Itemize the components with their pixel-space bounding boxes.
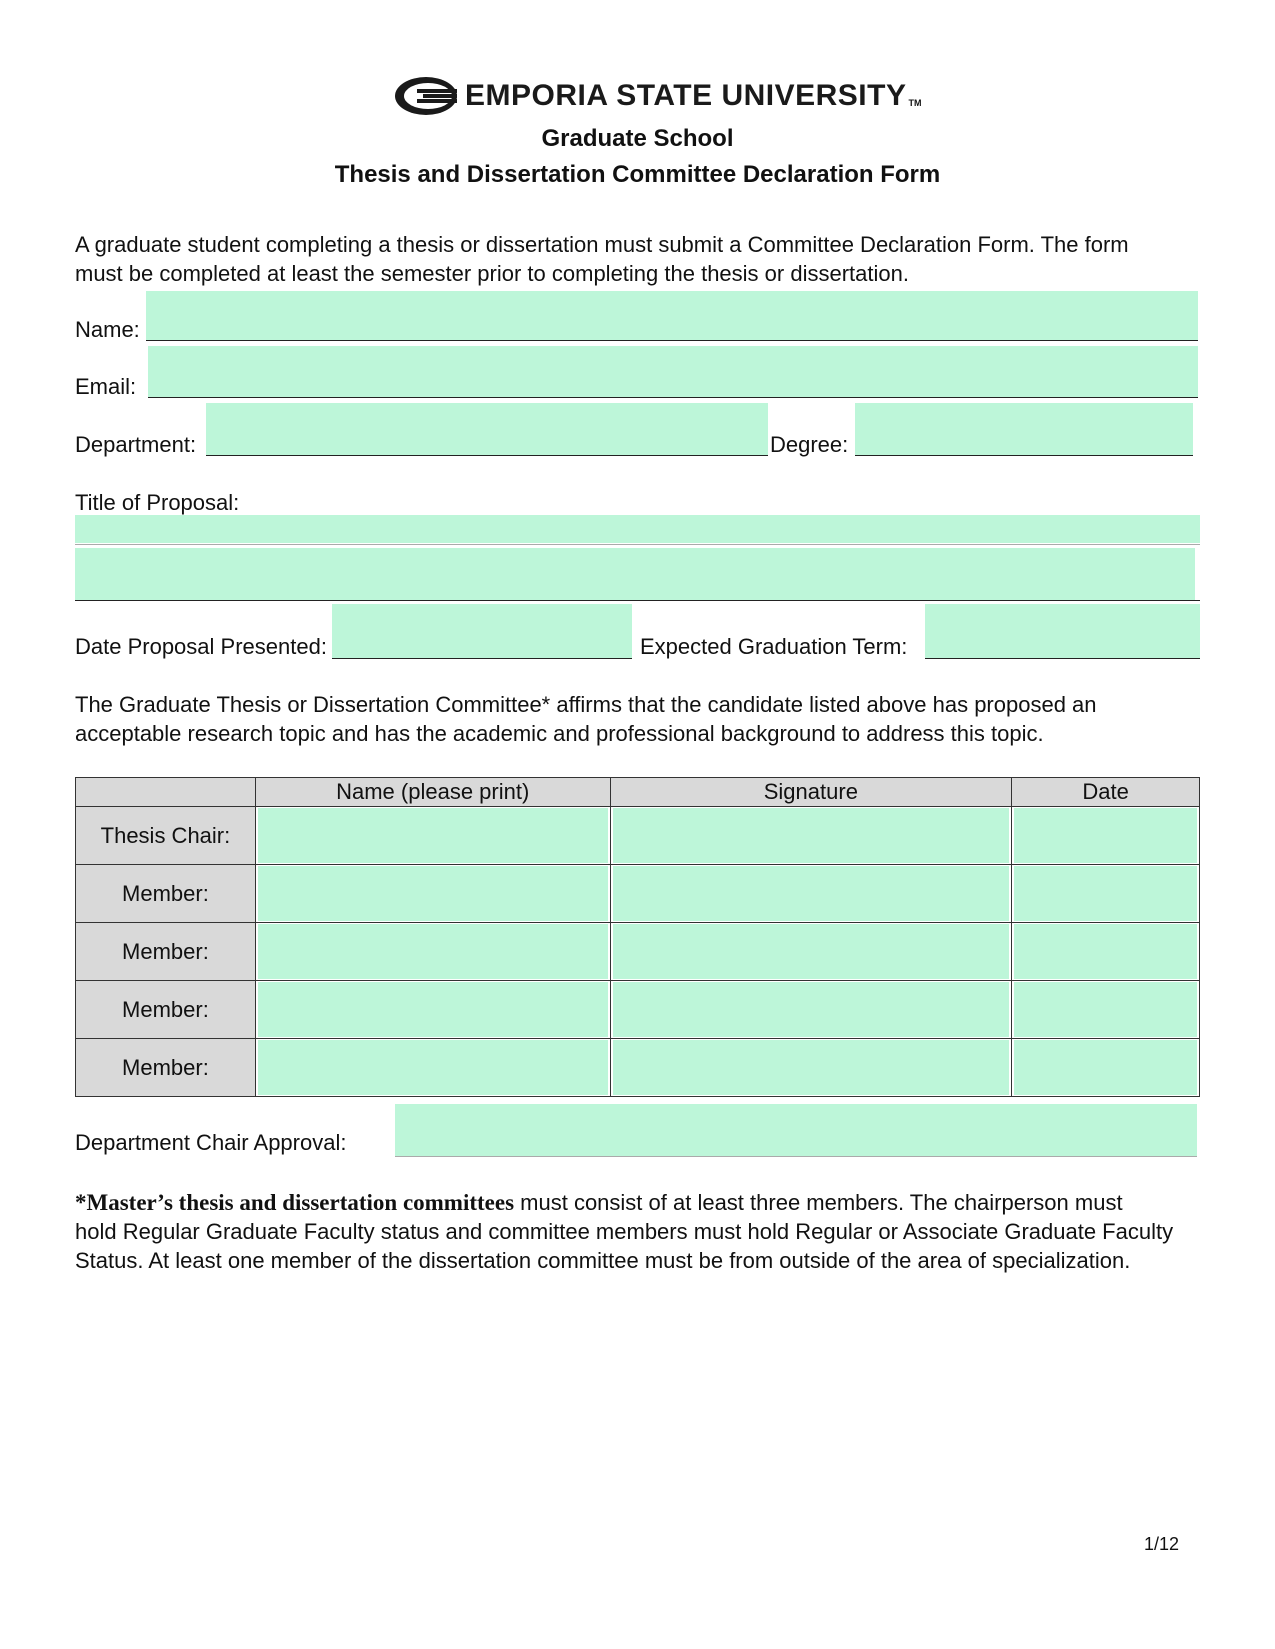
member-1-signature-cell[interactable] (610, 865, 1012, 923)
table-header-date: Date (1012, 778, 1200, 807)
thesis-chair-date-cell[interactable] (1012, 807, 1200, 865)
expected-graduation-term-label: Expected Graduation Term: (640, 634, 908, 659)
name-field[interactable] (146, 291, 1198, 341)
table-row (76, 1039, 1200, 1097)
member-2-signature-cell[interactable] (610, 923, 1012, 981)
form-title: Thesis and Dissertation Committee Declaration Form (334, 161, 941, 188)
email-label: Email: (75, 374, 137, 399)
proposal-title-underline-1 (75, 544, 1200, 545)
email-field[interactable] (148, 346, 1198, 398)
table-row (76, 807, 1200, 865)
footnote-line-3: Status. At least one member of the dissertation committee must be from outside of the area of specialization. (75, 1248, 1131, 1273)
member-3-signature-field[interactable] (613, 982, 1010, 1037)
member-1-date-field[interactable] (1014, 866, 1197, 921)
member-3-name-field[interactable] (258, 982, 608, 1037)
row-label-member-3: Member: (76, 981, 256, 1039)
committee-table (75, 777, 1200, 1097)
member-1-name-field[interactable] (258, 866, 608, 921)
row-label-thesis-chair: Thesis Chair: (76, 807, 256, 865)
member-4-signature-field[interactable] (613, 1040, 1010, 1095)
email-underline (148, 397, 1198, 398)
table-row (76, 865, 1200, 923)
row-label-member-4: Member: (76, 1039, 256, 1097)
affirmation-line-2: acceptable research topic and has the academic and professional background to address this topic. (75, 721, 1044, 746)
date-proposal-presented-label: Date Proposal Presented: (75, 634, 327, 659)
department-chair-approval-label: Department Chair Approval: (75, 1130, 347, 1155)
member-4-name-field[interactable] (258, 1040, 608, 1095)
table-row (76, 923, 1200, 981)
degree-label: Degree: (770, 432, 849, 457)
member-3-date-field[interactable] (1014, 982, 1197, 1037)
member-1-name-cell[interactable] (255, 865, 610, 923)
degree-underline (855, 455, 1193, 456)
member-4-name-cell[interactable] (255, 1039, 610, 1097)
proposal-title-field-line-2[interactable] (75, 548, 1195, 600)
member-4-date-cell[interactable] (1012, 1039, 1200, 1097)
table-header-blank (76, 778, 256, 807)
department-underline (206, 455, 768, 456)
affirmation-line-1: The Graduate Thesis or Dissertation Committee* affirms that the candidate listed above has proposed an (75, 692, 1097, 717)
member-2-date-cell[interactable] (1012, 923, 1200, 981)
university-logo (393, 72, 921, 120)
school-name: Graduate School (541, 125, 734, 152)
logo-text: EMPORIA STATE UNIVERSITY (465, 79, 907, 112)
title-of-proposal-label: Title of Proposal: (75, 490, 240, 515)
thesis-chair-name-cell[interactable] (255, 807, 610, 865)
degree-field[interactable] (855, 403, 1193, 455)
member-3-signature-cell[interactable] (610, 981, 1012, 1039)
intro-line-1: A graduate student completing a thesis or dissertation must submit a Committee Declaration Form. The form (75, 232, 1129, 257)
department-field[interactable] (206, 403, 768, 455)
member-3-date-cell[interactable] (1012, 981, 1200, 1039)
proposal-title-underline-2 (75, 600, 1200, 601)
thesis-chair-date-field[interactable] (1014, 808, 1197, 863)
member-2-signature-field[interactable] (613, 924, 1010, 979)
row-label-member-1: Member: (76, 865, 256, 923)
member-1-signature-field[interactable] (613, 866, 1010, 921)
member-2-name-field[interactable] (258, 924, 608, 979)
member-1-date-cell[interactable] (1012, 865, 1200, 923)
footnote-bold-text: *Master’s thesis and dissertation committees (75, 1190, 515, 1215)
proposal-title-field-line-1[interactable] (75, 515, 1200, 543)
intro-line-2: must be completed at least the semester prior to completing the thesis or dissertation. (75, 261, 909, 286)
date-proposal-presented-field[interactable] (332, 604, 632, 658)
thesis-chair-signature-cell[interactable] (610, 807, 1012, 865)
member-4-date-field[interactable] (1014, 1040, 1197, 1095)
member-3-name-cell[interactable] (255, 981, 610, 1039)
page-number: 1/12 (1144, 1534, 1180, 1554)
emporia-e-logo-icon (393, 74, 459, 118)
table-header-signature: Signature (610, 778, 1012, 807)
row-label-member-2: Member: (76, 923, 256, 981)
name-label: Name: (75, 317, 140, 342)
thesis-chair-name-field[interactable] (258, 808, 608, 863)
member-2-date-field[interactable] (1014, 924, 1197, 979)
thesis-chair-signature-field[interactable] (613, 808, 1010, 863)
footnote-line-1 (75, 1188, 1123, 1217)
expected-graduation-term-field[interactable] (925, 604, 1200, 658)
table-header-row (76, 778, 1200, 807)
table-row (76, 981, 1200, 1039)
trademark-mark: TM (908, 98, 922, 108)
department-chair-underline (395, 1156, 1197, 1157)
date-proposal-underline (332, 658, 632, 659)
footnote-line-1-rest: must consist of at least three members. The chairperson must (514, 1190, 1123, 1215)
department-chair-approval-field[interactable] (395, 1104, 1197, 1156)
department-label: Department: (75, 432, 197, 457)
member-2-name-cell[interactable] (255, 923, 610, 981)
table-header-name: Name (please print) (255, 778, 610, 807)
name-underline (146, 340, 1198, 341)
member-4-signature-cell[interactable] (610, 1039, 1012, 1097)
footnote-line-2: hold Regular Graduate Faculty status and committee members must hold Regular or Associate Graduate Faculty (75, 1219, 1174, 1244)
graduation-term-underline (925, 658, 1200, 659)
